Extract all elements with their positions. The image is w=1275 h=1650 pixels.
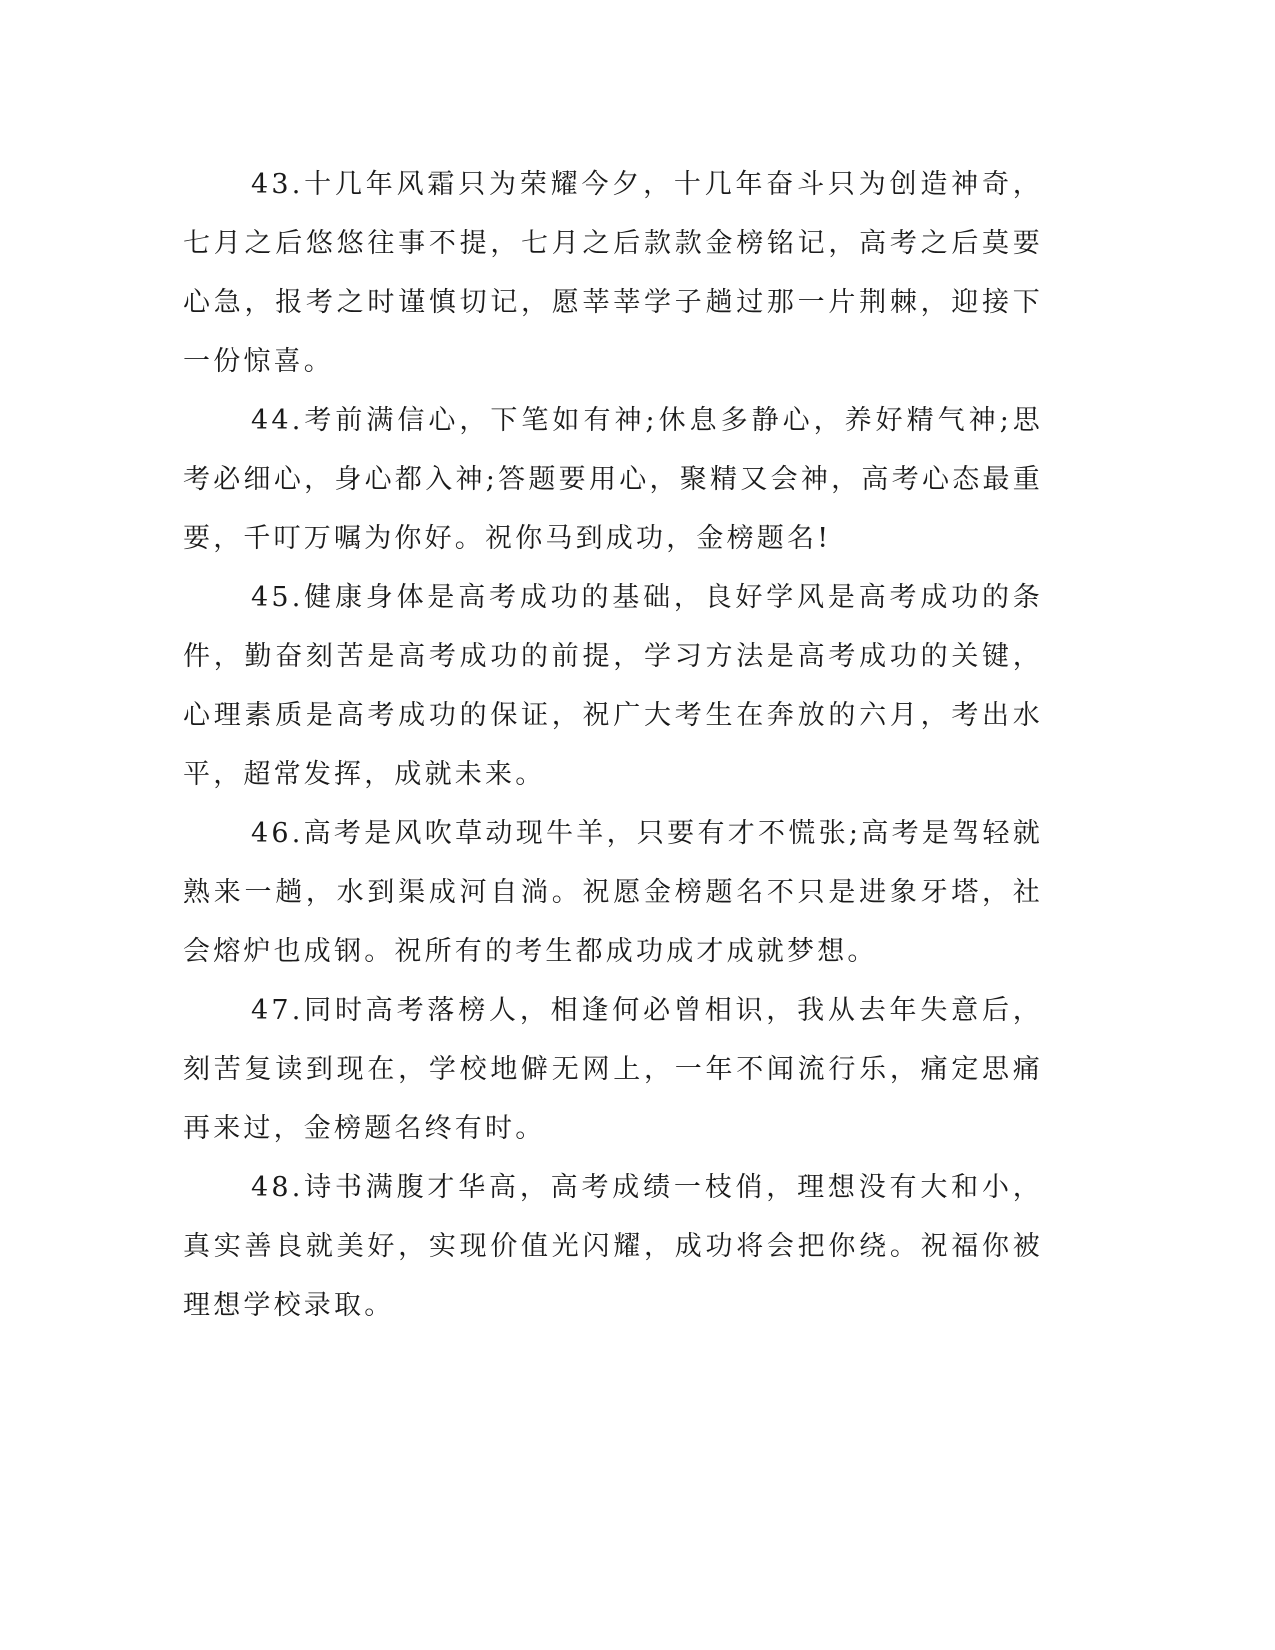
- paragraph-46: 46.高考是风吹草动现牛羊，只要有才不慌张;高考是驾轻就熟来一趟，水到渠成河自淌。祝愿金榜题名不只是进象牙塔，社会熔炉也成钢。祝所有的考生都成功成才成就梦想。: [183, 818, 1043, 967]
- paragraph-48: 48.诗书满腹才华高，高考成绩一枝俏，理想没有大和小，真实善良就美好，实现价值光闪耀，成功将会把你绕。祝福你被理想学校录取。: [183, 1172, 1043, 1321]
- paragraph-45: 45.健康身体是高考成功的基础，良好学风是高考成功的条件，勤奋刻苦是高考成功的前提，学习方法是高考成功的关键，心理素质是高考成功的保证，祝广大考生在奔放的六月，考出水平，超常发挥，成就未来。: [183, 582, 1043, 790]
- paragraph-47: 47.同时高考落榜人，相逢何必曾相识，我从去年失意后，刻苦复读到现在，学校地僻无网上，一年不闻流行乐，痛定思痛再来过，金榜题名终有时。: [183, 995, 1043, 1144]
- paragraph-43: 43.十几年风霜只为荣耀今夕，十几年奋斗只为创造神奇，七月之后悠悠往事不提，七月之后款款金榜铭记，高考之后莫要心急，报考之时谨慎切记，愿莘莘学子趟过那一片荆棘，迎接下一份惊喜。: [183, 169, 1043, 377]
- paragraph-44: 44.考前满信心，下笔如有神;休息多静心，养好精气神;思考必细心，身心都入神;答题要用心，聚精又会神，高考心态最重要，千叮万嘱为你好。祝你马到成功，金榜题名!: [183, 405, 1043, 554]
- document-body: [183, 155, 1043, 1335]
